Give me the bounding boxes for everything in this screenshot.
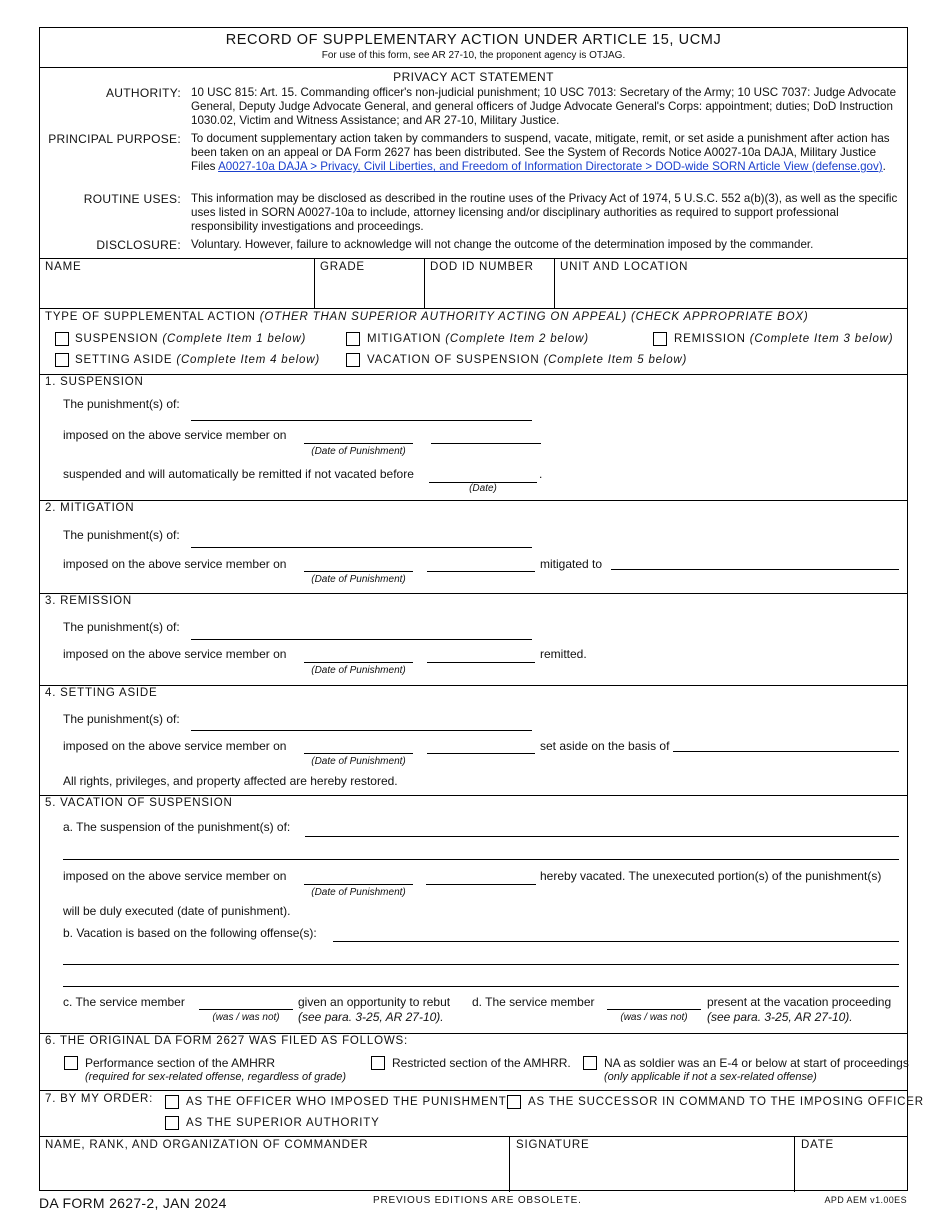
item1-suspended-text: suspended and will automatically be remitted if not vacated before <box>63 467 414 481</box>
principal-purpose-body: To document supplementary action taken by commanders to suspend, vacate, mitigate, remit, or set aside a punishment after action has been taken on an appeal or DA Form 2627 has been distributed. See the System of Records Notice A0027-10a DAJA, Military Justice Files <box>191 132 890 173</box>
obsolete-notice: PREVIOUS EDITIONS ARE OBSOLETE. <box>373 1195 582 1206</box>
item1-punishments-label: The punishment(s) of: <box>63 397 180 411</box>
sorn-link[interactable]: A0027-10a DAJA > Privacy, Civil Liberties, and Freedom of Information Directorate > DOD-wide SORN Article View (defense.gov) <box>218 160 883 173</box>
date-field-label: DATE <box>801 1139 835 1151</box>
da-form-2627-2 <box>39 27 924 1191</box>
form-title: RECORD OF SUPPLEMENTARY ACTION UNDER ARTICLE 15, UCMJ <box>225 32 722 48</box>
performance-section-label: Performance section of the AMHRR <box>85 1056 276 1070</box>
item2-punishments-input[interactable] <box>191 547 532 548</box>
authority-label: AUTHORITY: <box>105 86 181 100</box>
item5-extra-input[interactable] <box>426 884 536 885</box>
item4-extra-input[interactable] <box>427 753 535 754</box>
item5b-label: b. Vacation is based on the following offense(s): <box>63 926 317 940</box>
authority-text: 10 USC 815: Art. 15. Commanding officer's non-judicial punishment; 10 USC 7013: Secretary of the Army; 10 USC 7037: Judge Advocate General, Deputy Judge Advocate General, and general officers of Judge Advocate General's Corps: appointment; duties; DoD Instruction 1030.02, Victim and Witness Assistance; and AR 27-10, Military Justice. <box>191 86 897 127</box>
item3-date-input[interactable] <box>304 662 413 663</box>
item1-punishments-input[interactable] <box>191 420 532 421</box>
routine-uses-label: ROUTINE USES: <box>83 192 181 206</box>
remission-checkbox[interactable] <box>653 332 667 346</box>
item5d-after-text: present at the vacation proceeding <box>707 995 892 1009</box>
performance-section-note: (required for sex-related offense, regardless of grade) <box>85 1071 347 1083</box>
unit-location-field-label: UNIT AND LOCATION <box>560 261 689 273</box>
item3-remitted-label: remitted. <box>540 647 587 661</box>
setting-aside-checkbox[interactable] <box>55 353 69 367</box>
suspension-checkbox[interactable] <box>55 332 69 346</box>
superior-authority-checkbox[interactable] <box>165 1116 179 1130</box>
vacation-checkbox[interactable] <box>346 353 360 367</box>
na-checkbox[interactable] <box>583 1056 597 1070</box>
item4-basis-input[interactable] <box>673 751 899 752</box>
item7-heading: 7. BY MY ORDER: <box>45 1093 154 1105</box>
item5d-label: d. The service member <box>472 995 595 1009</box>
restricted-section-checkbox[interactable] <box>371 1056 385 1070</box>
version-label: APD AEM v1.00ES <box>824 1195 907 1205</box>
item4-imposed-label: imposed on the above service member on <box>63 739 287 753</box>
item5b-input-1[interactable] <box>333 941 899 942</box>
form-header <box>40 28 907 68</box>
item5a-input-1[interactable] <box>305 836 899 837</box>
disclosure-text: Voluntary. However, failure to acknowledge will not change the outcome of the determination imposed by the commander. <box>191 238 814 251</box>
item3-punishments-input[interactable] <box>191 639 532 640</box>
setting-aside-option: SETTING ASIDE (Complete Item 4 below) <box>75 354 320 366</box>
signature-field-label: SIGNATURE <box>516 1139 590 1151</box>
successor-checkbox[interactable] <box>507 1095 521 1109</box>
imposing-officer-label: AS THE OFFICER WHO IMPOSED THE PUNISHMENT <box>186 1096 507 1108</box>
item7-by-my-order <box>40 1091 924 1137</box>
item6-heading: 6. THE ORIGINAL DA FORM 2627 WAS FILED AS FOLLOWS: <box>45 1035 408 1047</box>
item5-imposed-label: imposed on the above service member on <box>63 869 287 883</box>
item3-extra-input[interactable] <box>427 662 535 663</box>
form-id: DA FORM 2627-2, JAN 2024 <box>39 1195 227 1211</box>
type-of-action-section <box>40 309 907 375</box>
item4-date-input[interactable] <box>304 753 413 754</box>
na-label: NA as soldier was an E-4 or below at start of proceedings <box>604 1056 909 1070</box>
item5c-after-text: given an opportunity to rebut <box>298 995 451 1009</box>
dod-id-field-label: DOD ID NUMBER <box>430 261 534 273</box>
item4-date-caption: (Date of Punishment) <box>311 756 406 767</box>
item2-heading: 2. MITIGATION <box>45 502 135 514</box>
item5a-input-2[interactable] <box>63 859 899 860</box>
item1-suspension: 1. SUSPENSION The punishment(s) of: imposed on the above service member on (Date of Punishment) suspended and will automatically be remitted if not vacated before . (Date) <box>40 375 907 501</box>
item2-date-caption: (Date of Punishment) <box>311 574 406 585</box>
grade-field-label: GRADE <box>320 261 365 273</box>
item3-heading: 3. REMISSION <box>45 595 132 607</box>
item2-extra-input[interactable] <box>427 571 535 572</box>
item5d-ref: (see para. 3-25, AR 27-10). <box>707 1010 853 1024</box>
item4-set-aside-label: set aside on the basis of <box>540 739 670 753</box>
item1-vacate-date-caption: (Date) <box>469 483 497 494</box>
successor-label: AS THE SUCCESSOR IN COMMAND TO THE IMPOSING OFFICER <box>528 1096 924 1108</box>
suspension-option: SUSPENSION (Complete Item 1 below) <box>75 333 307 345</box>
item2-imposed-label: imposed on the above service member on <box>63 557 287 571</box>
item5d-was-input[interactable] <box>607 1009 701 1010</box>
item1-date-caption: (Date of Punishment) <box>311 446 406 457</box>
item4-setting-aside <box>40 686 907 796</box>
routine-uses-text: This information may be disclosed as described in the routine uses of the Privacy Act of 1974, 5 U.S.C. 552 a(b)(3), as well as the specific uses listed in SORN A0027-10a to include, attorney licensing and/or disciplinary authorities as required to support professional responsibility investigations and proceedings. <box>191 192 898 233</box>
performance-section-checkbox[interactable] <box>64 1056 78 1070</box>
commander-field-label: NAME, RANK, AND ORGANIZATION OF COMMANDER <box>45 1139 369 1151</box>
item5d-was-caption: (was / was not) <box>620 1012 688 1023</box>
item1-date-input[interactable] <box>304 443 413 444</box>
form-subtitle: For use of this form, see AR 27-10, the proponent agency is OTJAG. <box>321 50 626 61</box>
item3-remission <box>40 594 907 686</box>
item5c-was-input[interactable] <box>199 1009 293 1010</box>
vacation-option: VACATION OF SUSPENSION (Complete Item 5 below) <box>367 354 688 366</box>
item6-filing <box>40 1034 907 1091</box>
item2-date-input[interactable] <box>304 571 413 572</box>
imposing-officer-checkbox[interactable] <box>165 1095 179 1109</box>
type-heading: TYPE OF SUPPLEMENTAL ACTION (OTHER THAN SUPERIOR AUTHORITY ACTING ON APPEAL) (CHECK APPROPRIATE BOX) <box>45 311 809 323</box>
principal-purpose-text: To document supplementary action taken by commanders to suspend, vacate, mitigate, remit, or set aside a punishment after action has been taken on an appeal or DA Form 2627 has been distributed. See the System of Records Notice A0027-10a DAJA, Military Justice Files A0027-10a DAJA > Privacy, Civil Liberties, and Freedom of Information Directorate > DOD-wide SORN Article View (defense.gov). <box>191 132 890 173</box>
item1-heading: 1. SUSPENSION <box>45 376 144 388</box>
item5b-input-3[interactable] <box>63 986 899 987</box>
superior-authority-label: AS THE SUPERIOR AUTHORITY <box>186 1117 380 1129</box>
mitigation-checkbox[interactable] <box>346 332 360 346</box>
item1-extra-input[interactable] <box>431 443 541 444</box>
item4-punishments-input[interactable] <box>191 730 532 731</box>
item3-punishments-label: The punishment(s) of: <box>63 620 180 634</box>
disclosure-label: DISCLOSURE: <box>96 238 181 252</box>
item5-duly-executed-text: will be duly executed (date of punishment). <box>63 904 291 918</box>
member-info-row <box>40 259 907 309</box>
item5-date-input[interactable] <box>304 884 413 885</box>
item5-date-caption: (Date of Punishment) <box>311 887 406 898</box>
privacy-act-section <box>40 68 907 259</box>
item5-vacated-text: hereby vacated. The unexecuted portion(s) of the punishment(s) <box>540 869 882 883</box>
item5c-label: c. The service member <box>63 995 185 1009</box>
name-field-label: NAME <box>45 261 82 273</box>
mitigation-option: MITIGATION (Complete Item 2 below) <box>367 333 589 345</box>
item5c-was-caption: (was / was not) <box>212 1012 280 1023</box>
item5c-ref: (see para. 3-25, AR 27-10). <box>298 1010 444 1024</box>
privacy-act-heading: PRIVACY ACT STATEMENT <box>393 70 554 84</box>
item3-date-caption: (Date of Punishment) <box>311 665 406 676</box>
item2-punishments-label: The punishment(s) of: <box>63 528 180 542</box>
principal-purpose-label: PRINCIPAL PURPOSE: <box>48 132 181 146</box>
na-note: (only applicable if not a sex-related offense) <box>604 1071 817 1083</box>
restricted-section-label: Restricted section of the AMHRR. <box>392 1056 571 1070</box>
item2-mitigated-input[interactable] <box>611 569 899 570</box>
item5b-input-2[interactable] <box>63 964 899 965</box>
remission-option: REMISSION (Complete Item 3 below) <box>674 333 894 345</box>
item1-imposed-label: imposed on the above service member on <box>63 428 287 442</box>
item4-heading: 4. SETTING ASIDE <box>45 687 158 699</box>
item4-punishments-label: The punishment(s) of: <box>63 712 180 726</box>
signature-row <box>40 1137 907 1192</box>
item2-mitigation <box>40 501 907 594</box>
item5-vacation <box>40 796 907 1034</box>
item5-heading: 5. VACATION OF SUSPENSION <box>45 797 233 809</box>
item4-restored-text: All rights, privileges, and property affected are hereby restored. <box>63 774 398 788</box>
item3-imposed-label: imposed on the above service member on <box>63 647 287 661</box>
item5a-label: a. The suspension of the punishment(s) of: <box>63 820 291 834</box>
item2-mitigated-label: mitigated to <box>540 557 603 571</box>
